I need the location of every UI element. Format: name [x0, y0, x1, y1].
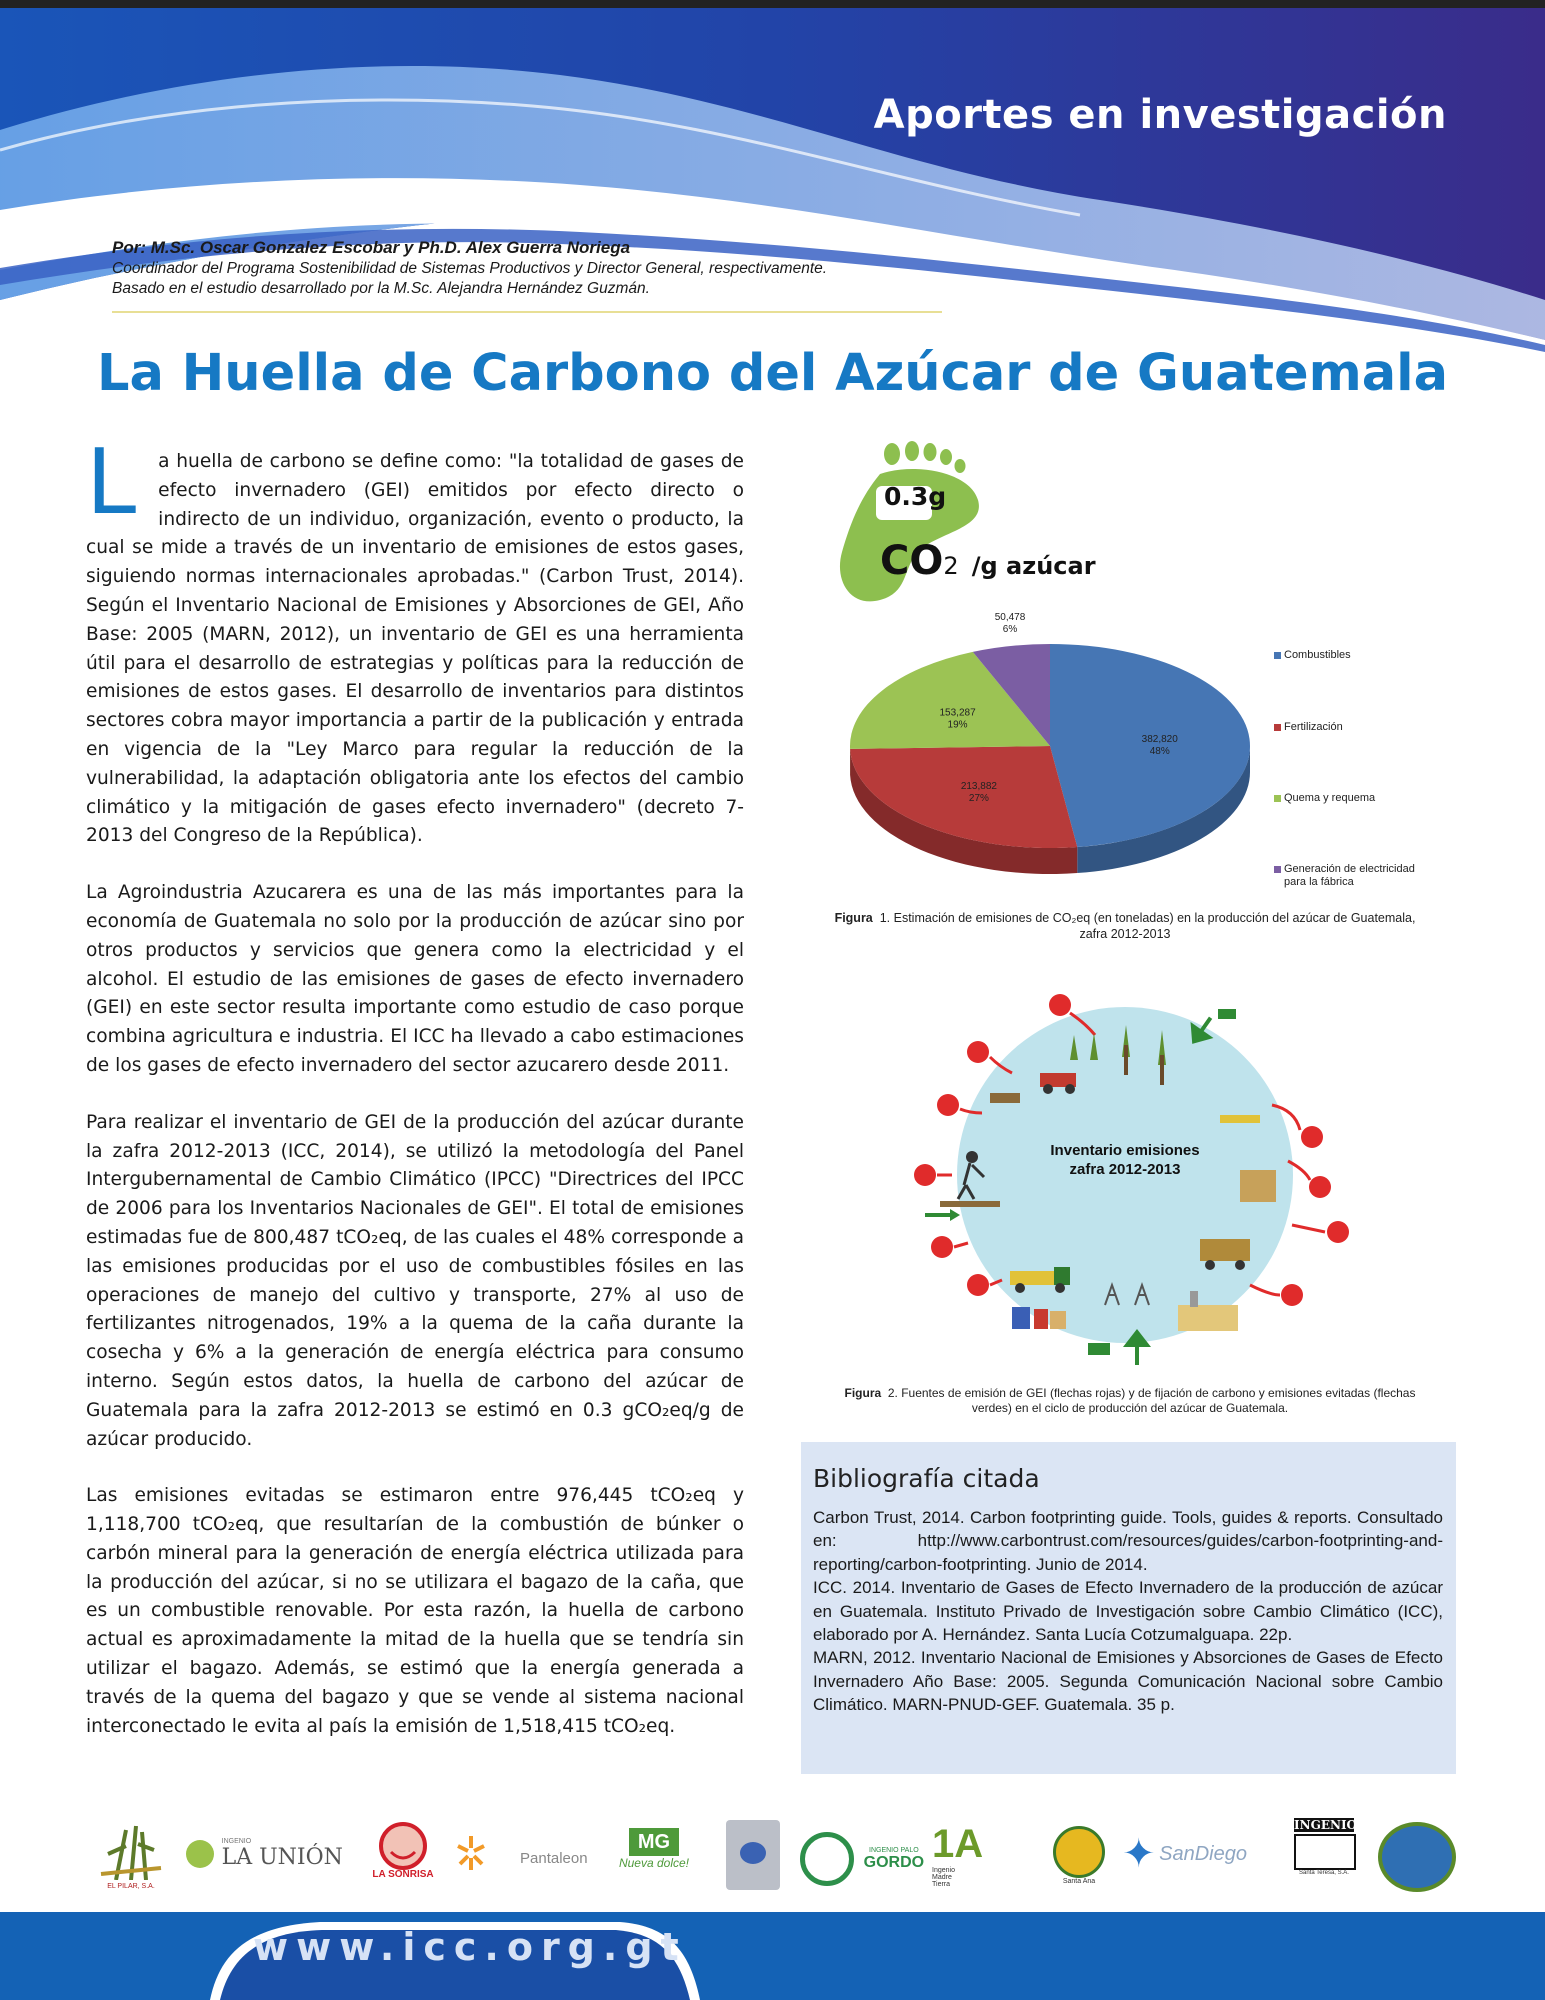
san-diego-star-icon: ✦: [1122, 1832, 1156, 1876]
footprint-value: 0.3g: [884, 482, 947, 511]
emissions-pie-chart: [840, 596, 1450, 896]
footer-website-link[interactable]: www.icc.org.gt: [253, 1925, 687, 1969]
logo-el-pilar-text: EL PILAR, S.A.: [107, 1883, 155, 1890]
co2-label: CO: [880, 538, 944, 584]
logo-san-diego: [1122, 1834, 1247, 1874]
byline-basis: Basado en el estudio desarrollado por la M.Sc. Alejandra Hernández Guzmán.: [112, 280, 650, 297]
footprint-icon: [820, 440, 1120, 610]
footer-band: [0, 1912, 1545, 2000]
logo-palo-gordo-small: INGENIO PALO: [869, 1846, 919, 1854]
logo-ingenio-text: INGENIO: [1294, 1818, 1358, 1832]
logo-pantaleon-text: Pantaleon: [520, 1850, 588, 1867]
figure2-caption: [840, 1386, 1420, 1416]
figure2-label: Figura: [844, 1386, 882, 1400]
logo-madre-tierra-text: Nueva dolce!: [618, 1856, 690, 1870]
figure1-label: Figura: [834, 911, 873, 925]
logo-la-union-text: LA UNIÓN: [221, 1845, 343, 1870]
pie-percent-label: 27%: [968, 792, 989, 804]
sugar-bag-icon: [726, 1820, 780, 1890]
byline-authors: Por: M.Sc. Oscar Gonzalez Escobar y Ph.D. Alex Guerra Noriega: [112, 238, 631, 257]
paragraph-1-text: a huella de carbono se define como: "la totalidad de gases de efecto invernadero (GEI) emitidos por efecto directo o indirecto de un individuo, organización, evento o producto, la cual se mide a través de un inventario de emisiones de estos gases, siguiendo normas internacionales aprobadas." (Carbon Trust, 2014). Según el Inventario Nacional de Emisiones y Absorciones de GEI, Año Base: 2005 (MARN, 2012), un inventario de GEI es una herramienta útil para el desarrollo de estrategias y políticas para la reducción de emisiones de estos gases. El desarrollo de inventarios para distintos sectores cobra mayor importancia a partir de la publicación y entrada en vigencia de la "Ley Marco para regular la reducción de la vulnerabilidad, la adaptación obligatoria ante los efectos del cambio climático y la mitigación de gases efecto invernadero" (decreto 7-2013 del Congreso de la República).: [86, 451, 744, 847]
legend-label: Combustibles: [1284, 649, 1351, 661]
carbon-footprint-graphic: [820, 440, 1120, 610]
figure2-caption-text: 2. Fuentes de emisión de GEI (flechas rojas) y de fijación de carbono y emisiones evitadas (flechas verdes) en el ciclo de producción del azúcar de Guatemala.: [887, 1386, 1416, 1415]
sponsor-logos-row: [0, 1810, 1545, 1910]
legend-swatch: [1274, 866, 1281, 873]
logo-palo-gordo: [800, 1832, 924, 1886]
emissions-cycle-diagram: [900, 985, 1360, 1375]
logo-la-union-small: INGENIO: [221, 1838, 252, 1845]
legend-swatch: [1274, 724, 1281, 731]
bibliography-entry: Carbon Trust, 2014. Carbon footprinting guide. Tools, guides & reports. Consultado en: http://www.carbontrust.com/resources/guides/carbon-footprinting-and-reporting/carbon-footprinting. Junio de 2014.: [813, 1508, 1443, 1574]
section-label: Aportes en investigación: [873, 92, 1447, 138]
figure1-caption: [820, 910, 1430, 942]
pie-slice-fertilizaci-n: [850, 746, 1077, 848]
ingenio-factory-icon: [1294, 1834, 1356, 1870]
pie-percent-label: 19%: [947, 719, 968, 731]
article-paragraph-4: Las emisiones evitadas se estimaron entre 976,445 tCO₂eq y 1,118,700 tCO₂eq, que resultarían de la combustión de búnker o carbón mineral para la generación de energía eléctrica utilizada para la producción del azúcar, si no se utilizara el bagazo de la caña, que es un combustible renovable. Por esta razón, la huella de carbono actual es aproximadamente la mitad de la huella que se tendría sin utilizar el bagazo. Además, se estimó que la energía generada a través de la quema del bagazo y que se vende al sistema nacional interconectado le evita al país la emisión de 1,518,415 tCO₂eq.: [86, 1485, 744, 1737]
byline-role: Coordinador del Programa Sostenibilidad de Sistemas Productivos y Director General, respectivamente.: [112, 260, 828, 277]
palo-gordo-swirl-icon: [800, 1832, 854, 1886]
logo-la-sonrisa-text: LA SONRISA: [372, 1869, 434, 1880]
article-title: La Huella de Carbono del Azúcar de Guatemala: [96, 344, 1449, 403]
pantaleon-burst-icon: [454, 1832, 488, 1872]
logo-circle-green: [1378, 1822, 1456, 1892]
logo-la-union: [186, 1838, 343, 1870]
pie-percent-label: 48%: [1149, 746, 1170, 758]
header-banner: [0, 0, 1545, 360]
logo-santa-ana: [1052, 1826, 1106, 1885]
byline-divider: [112, 311, 942, 313]
cycle-center-label: [1005, 1141, 1245, 1179]
figure1-caption-text: 1. Estimación de emisiones de CO₂eq (en toneladas) en la producción del azúcar de Guatemala, zafra 2012-2013: [879, 911, 1416, 941]
article-paragraph-1: [86, 430, 744, 851]
legend-swatch: [1274, 795, 1281, 802]
cycle-center-line1: Inventario emisiones: [1050, 1142, 1200, 1159]
pie-chart-svg: [840, 596, 1260, 896]
legend-swatch: [1274, 652, 1281, 659]
byline: [112, 238, 942, 299]
legend-label: Quema y requema: [1284, 792, 1376, 804]
pie-value-label: 153,287: [939, 707, 976, 719]
footprint-unit-row: [880, 538, 1096, 584]
bibliography-entry: MARN, 2012. Inventario Nacional de Emisiones y Absorciones de Gases de Efecto Invernadero Año Base: 2005. Segunda Comunicación Nacional sobre Cambio Climático. MARN-PNUD-GEF. Guatemala. 35 p.: [813, 1648, 1443, 1715]
cycle-center-line2: zafra 2012-2013: [1069, 1161, 1181, 1178]
per-gram-label: /g azúcar: [971, 552, 1096, 580]
logo-santa-ana-text: Santa Ana: [1062, 1878, 1096, 1885]
legend-fertilizacion: [1274, 721, 1343, 734]
sonrisa-face-icon: [375, 1822, 431, 1872]
pie-value-label: 50,478: [994, 612, 1026, 623]
logo-santa-teresa-text: Santa Teresa, S.A.: [1299, 1870, 1349, 1876]
pie-value-label: 213,882: [960, 780, 997, 792]
legend-combustibles: [1274, 649, 1351, 662]
legend-label: Generación de electricidad: [1284, 863, 1415, 875]
santa-ana-icon: [1053, 1826, 1105, 1878]
legend-electricidad: [1274, 863, 1415, 889]
article-paragraph-3: Para realizar el inventario de GEI de la producción del azúcar durante la zafra 2012-2013 (ICC, 2014), se utilizó la metodología del Panel Intergubernamental de Cambio Climático (IPCC) "Directrices del IPCC de 2006 para los Inventarios Nacionales de GEI". El total de emisiones estimadas fue de 800,487 tCO₂eq, de las cuales el 48% corresponde a las emisiones producidas por el uso de combustibles fósiles en las operaciones de manejo del cultivo y transporte, 27% al uso de fertilizantes nitrogenados, 19% a la quema de la caña durante la cosecha y 6% a la generación de energía eléctrica para consumo interno. Según estos datos, la huella de carbono del azúcar de Guatemala para la zafra 2012-2013 se estimó en 0.3 gCO₂eq/g de azúcar producido.: [86, 1111, 744, 1450]
logo-madre-tierra-ingenio: [932, 1822, 1022, 1888]
pie-percent-label: 6%: [1002, 624, 1018, 635]
cycle-diagram-svg: [900, 985, 1360, 1375]
green-circle-logo-icon: [1378, 1822, 1456, 1892]
logo-madre-tierra-ingenio-text: Ingenio Madre Tierra: [932, 1867, 955, 1888]
legend-quema: [1274, 792, 1375, 805]
article-paragraph-2: La Agroindustria Azucarera es una de las más importantes para la economía de Guatemala no solo por la producción de azúcar sino por otros productos y servicios que genera como la electricidad y el alcohol. El estudio de las emisiones de gases de efecto invernadero (GEI) en este sector resulta importante como estudio de caso porque combina agricultura e industria. El ICC ha llevado a cabo estimaciones de los gases de efecto invernadero del sector azucarero desde 2011.: [86, 882, 744, 1076]
logo-palo-gordo-text: GORDO: [863, 1853, 925, 1871]
bibliography-box: [801, 1442, 1456, 1774]
logo-ingenio-santa-teresa: [1294, 1818, 1358, 1876]
mt-logo-mark: MG: [629, 1828, 679, 1856]
logo-san-diego-text: SanDiego: [1159, 1842, 1247, 1865]
bibliography-entries: [813, 1506, 1443, 1717]
logo-sugar-bag: [726, 1820, 780, 1890]
logo-madre-tierra: [614, 1828, 694, 1870]
logo-pantaleon: [454, 1832, 488, 1875]
legend-label: Fertilización: [1284, 721, 1343, 733]
legend-label-2: para la fábrica: [1284, 876, 1354, 888]
mt-1a-mark: 1A: [932, 1822, 984, 1866]
bibliography-title: Bibliografía citada: [813, 1464, 1040, 1493]
article-body: [86, 430, 744, 1741]
drop-cap: L: [86, 430, 137, 535]
bibliography-entry: ICC. 2014. Inventario de Gases de Efecto Invernadero de la producción de azúcar en Guatemala. Instituto Privado de Investigación sobre Cambio Climático (ICC), elaborado por A. Hernández. Santa Lucía Cotzumalguapa. 22p.: [813, 1578, 1443, 1645]
co2-subscript: 2: [943, 552, 959, 580]
logo-la-sonrisa: [368, 1822, 438, 1880]
union-circle-icon: [186, 1840, 214, 1868]
logo-el-pilar: [92, 1824, 170, 1890]
pie-value-label: 382,820: [1141, 734, 1178, 746]
cane-icon: [96, 1824, 166, 1880]
